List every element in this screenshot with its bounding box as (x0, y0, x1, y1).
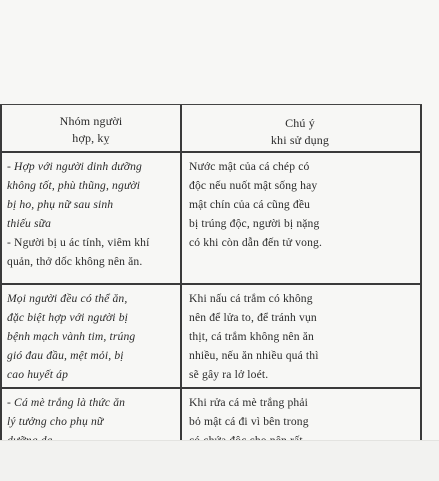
fish-notes-table (0, 104, 422, 441)
header-group-line-2: hợp, kỵ (72, 131, 110, 145)
row1-notes-line: độc nếu nuốt mật sống hay (189, 179, 318, 192)
table-border-right (420, 105, 422, 441)
row1-notes-line: bị trúng độc, người bị nặng (189, 217, 320, 230)
row2-notes-line: thịt, cá trắm không nên ăn (189, 330, 314, 343)
page-bottom-margin (0, 440, 439, 481)
row1-notes-line: Nước mật của cá chép có (189, 160, 310, 173)
row1-group-line: thiếu sữa (7, 217, 52, 230)
row1-group-line: - Người bị u ác tính, viêm khí (7, 236, 150, 249)
row2-notes-line: nên để lửa to, để tránh vụn (189, 311, 317, 324)
header-group (6, 113, 176, 147)
row2-group-line: đặc biệt hợp với người bị (7, 311, 129, 324)
row2-group-line: cao huyết áp (7, 368, 69, 381)
row1-group-line: - Hợp với người dinh dưỡng (7, 160, 143, 173)
table-border-left (0, 105, 2, 441)
row2-notes-cell (189, 289, 413, 384)
header-notes (186, 115, 414, 149)
row2-notes-line: sẽ gây ra lở loét. (189, 368, 269, 381)
row2-group-line: Mọi người đều có thể ăn, (7, 292, 128, 305)
row-divider-2 (0, 387, 422, 389)
row2-group-line: gió đau đầu, mệt mỏi, bị (7, 349, 124, 362)
row2-notes-line: Khi nấu cá trắm có không (189, 292, 313, 305)
row1-notes-line: có khi còn dẫn đến tử vong. (189, 236, 323, 249)
row1-group-line: không tốt, phù thũng, người (7, 179, 141, 192)
column-divider (180, 105, 182, 441)
header-notes-line-2: khi sử dụng (270, 133, 330, 147)
row2-group-line: bệnh mạch vành tim, trúng (7, 330, 136, 343)
row2-group-cell (7, 289, 175, 384)
header-divider (0, 151, 422, 153)
row1-notes-line: mật chín của cá cũng đều (189, 198, 311, 211)
row3-notes-line: Khi rửa cá mè trắng phải (189, 396, 309, 409)
header-group-line-1: Nhóm người (59, 114, 123, 128)
row2-notes-line: nhiều, nếu ăn nhiều quá thì (189, 349, 319, 362)
row1-notes-cell (189, 157, 413, 252)
row1-group-line: quản, thở dốc không nên ăn. (7, 255, 143, 268)
row1-group-cell (7, 157, 175, 271)
header-notes-line-1: Chú ý (285, 116, 315, 130)
row3-notes-line: bỏ mật cá đi vì bên trong (189, 415, 309, 428)
row3-group-line: - Cá mè trắng là thức ăn (7, 396, 126, 409)
row1-group-line: bị ho, phụ nữ sau sinh (7, 198, 114, 211)
row3-group-line: lý tưởng cho phụ nữ (7, 415, 104, 428)
row-divider-1 (0, 283, 422, 285)
